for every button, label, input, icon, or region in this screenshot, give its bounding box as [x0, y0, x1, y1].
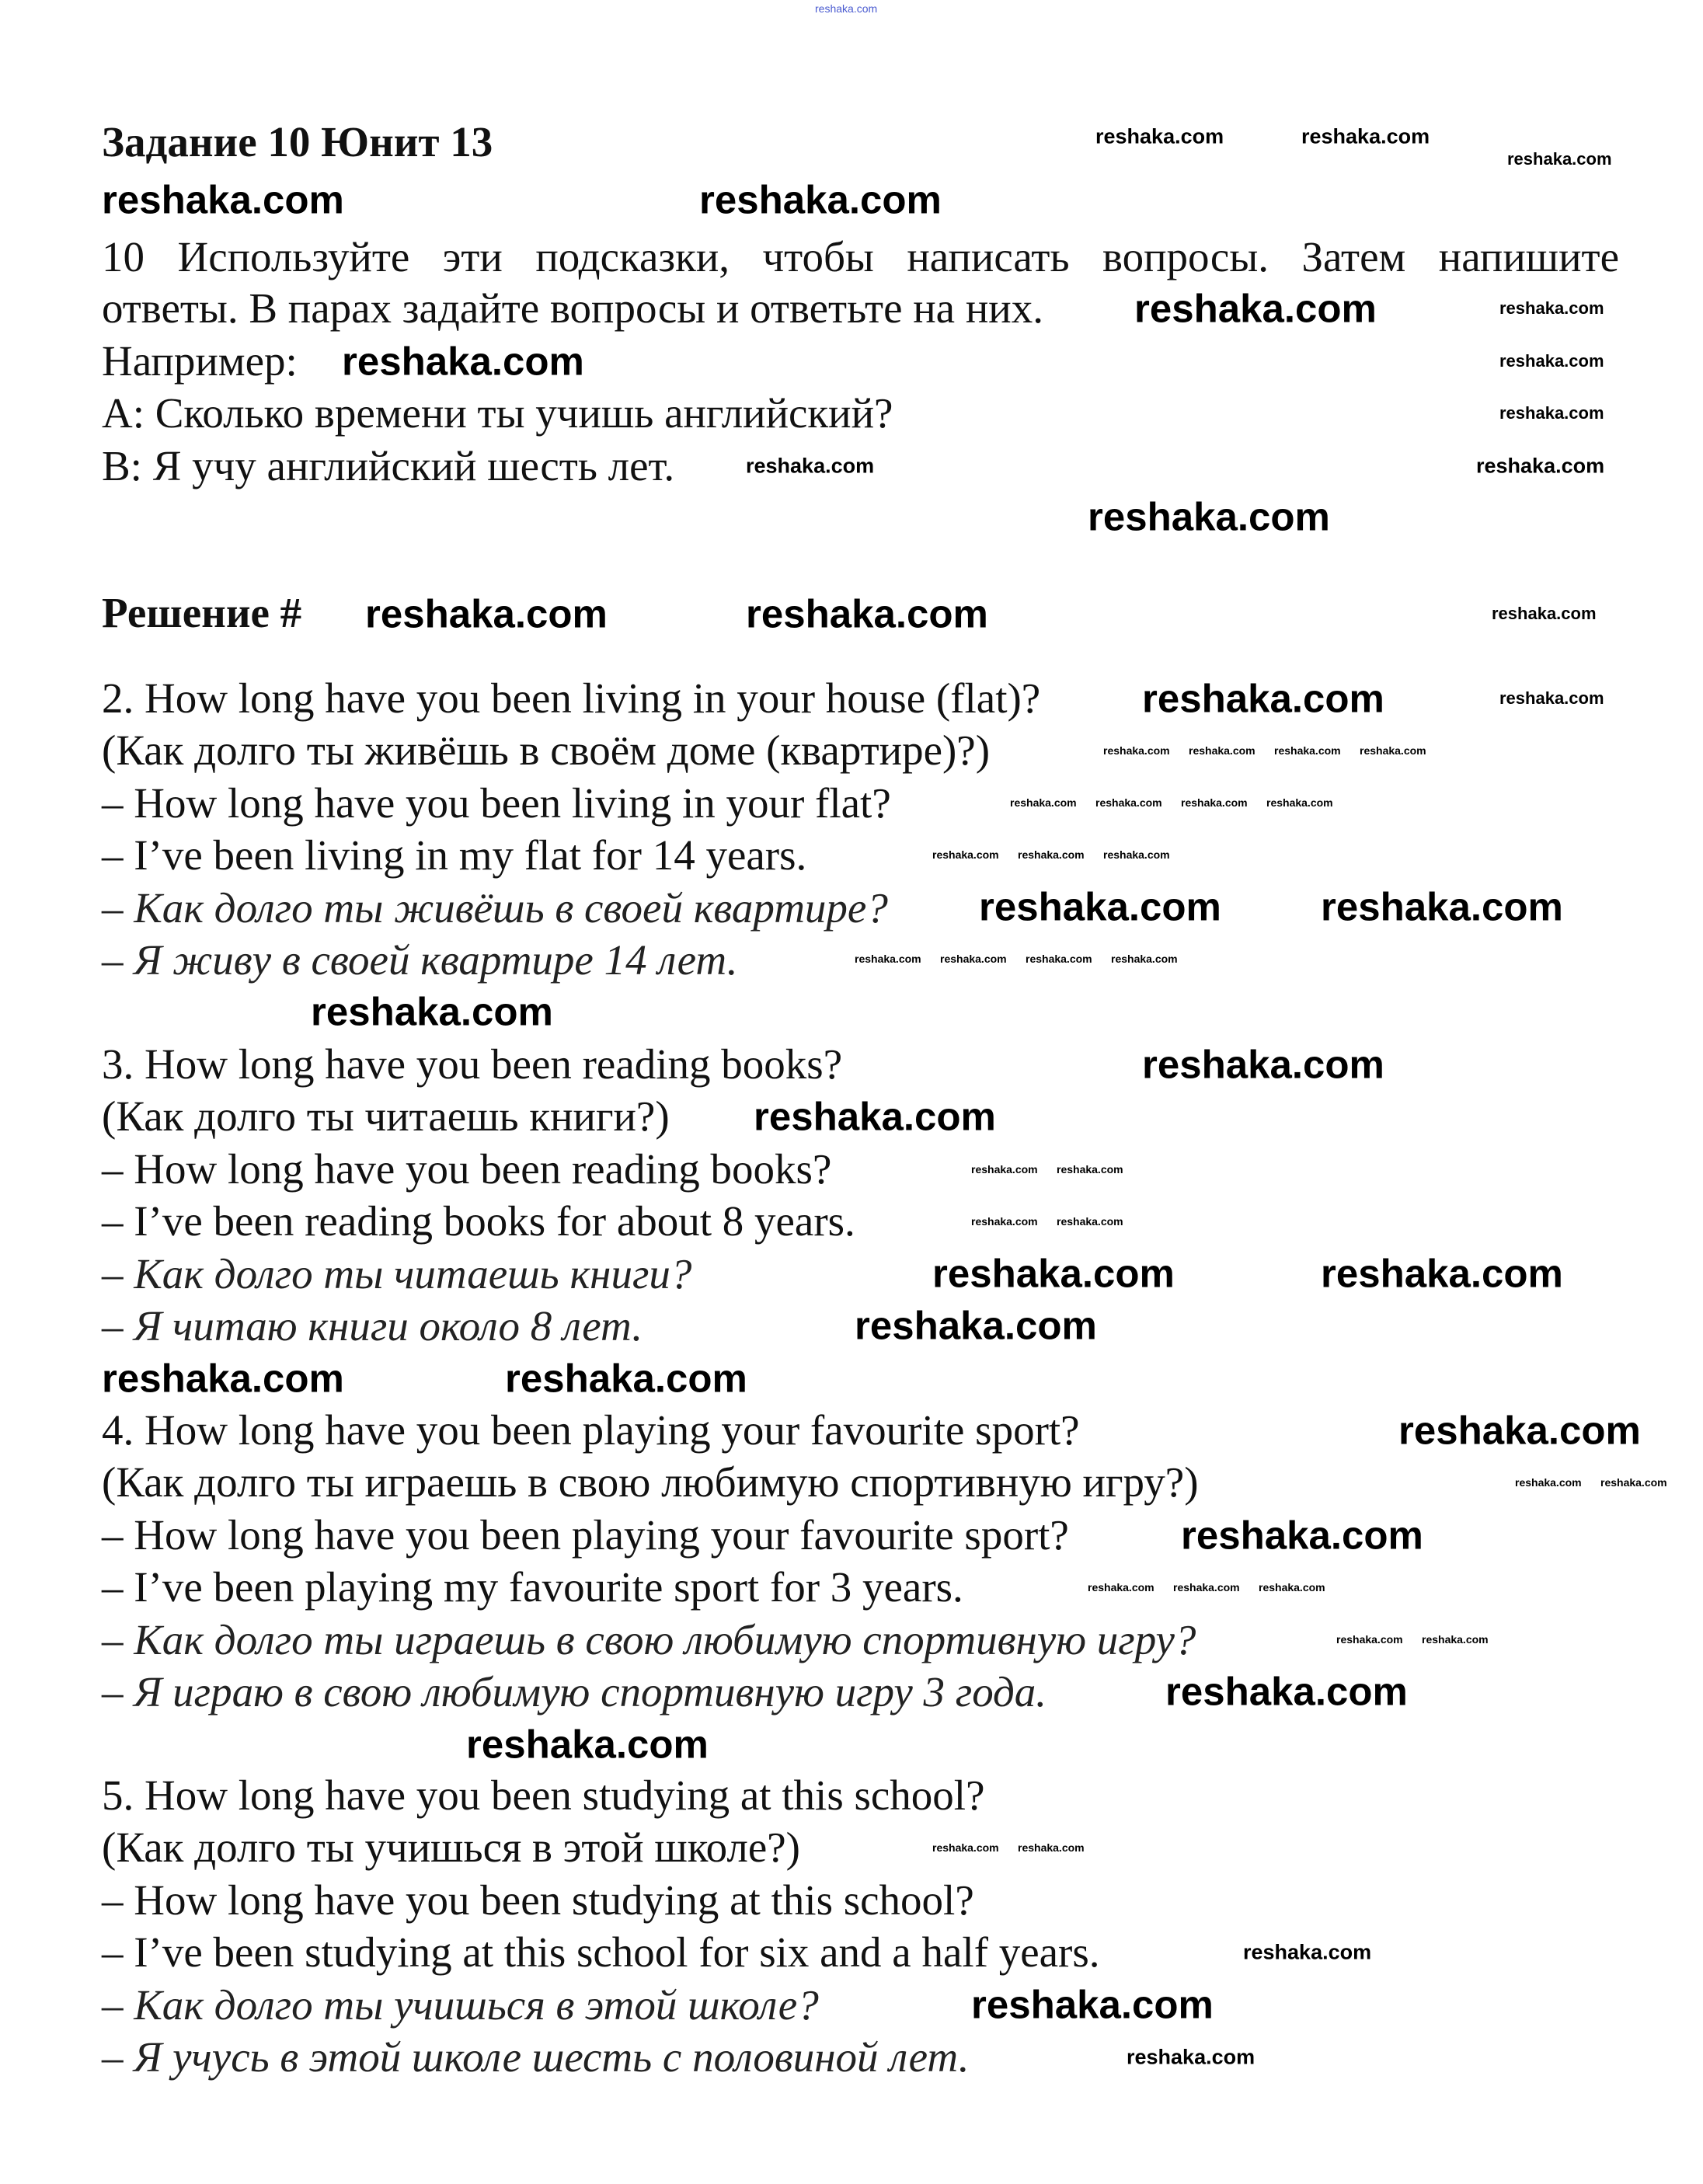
- watermark: reshaka.com: [1103, 848, 1170, 861]
- watermark: reshaka.com: [1173, 1581, 1240, 1594]
- answer-question: 3. How long have you been reading books?: [102, 1040, 843, 1088]
- dialogue-question: – How long have you been playing your favourite sport?: [102, 1510, 1069, 1559]
- watermark: reshaka.com: [746, 454, 875, 478]
- watermark: reshaka.com: [1476, 454, 1605, 478]
- answer-translation: (Как долго ты учишься в этой школе?): [102, 1823, 800, 1872]
- dialogue-question-ru: – Как долго ты учишься в этой школе?: [102, 1980, 819, 2029]
- dialogue-answer: – I’ve been reading books for about 8 years.: [102, 1197, 855, 1245]
- dialogue-question-ru: – Как долго ты играешь в свою любимую спортивную игру?: [102, 1615, 1196, 1663]
- watermark: reshaka.com: [1422, 1633, 1489, 1646]
- answer-question: 2. How long have you been living in your house (flat)?: [102, 674, 1041, 722]
- watermark: reshaka.com: [1321, 884, 1563, 929]
- watermark: reshaka.com: [466, 1722, 709, 1767]
- dialogue-answer: – I’ve been studying at this school for six and a half years.: [102, 1928, 1100, 1977]
- watermark: reshaka.com: [979, 884, 1221, 929]
- watermark: reshaka.com: [1026, 953, 1092, 965]
- example-answer: B: Я учу английский шесть лет.: [102, 442, 675, 489]
- solution-heading: Решение #: [102, 589, 302, 636]
- dialogue-answer-ru: – Я играю в свою любимую спортивную игру 3 года.: [102, 1668, 1047, 1716]
- watermark: reshaka.com: [1103, 744, 1170, 757]
- watermark: reshaka.com: [102, 1356, 344, 1401]
- watermark: reshaka.com: [1142, 676, 1384, 721]
- page-title: Задание 10 Юнит 13: [102, 118, 493, 165]
- answer-translation: (Как долго ты играешь в свою любимую спортивную игру?): [102, 1458, 1199, 1507]
- watermark: reshaka.com: [1189, 744, 1255, 757]
- watermark: reshaka.com: [1507, 149, 1612, 169]
- watermark: reshaka.com: [1134, 286, 1377, 331]
- watermark: reshaka.com: [1600, 1476, 1667, 1489]
- answer-translation: (Как долго ты живёшь в своём доме (квартире)?): [102, 726, 991, 775]
- watermark: reshaka.com: [1165, 1669, 1408, 1714]
- watermark: reshaka.com: [971, 1982, 1214, 2027]
- watermark: reshaka.com: [1301, 124, 1430, 148]
- watermark: reshaka.com: [971, 1215, 1038, 1228]
- watermark: reshaka.com: [311, 989, 553, 1034]
- watermark: reshaka.com: [1360, 744, 1426, 757]
- watermark: reshaka.com: [1095, 124, 1224, 148]
- watermark: reshaka.com: [1057, 1215, 1123, 1228]
- watermark: reshaka.com: [1499, 351, 1604, 371]
- watermark: reshaka.com: [1492, 604, 1597, 623]
- watermark: reshaka.com: [1018, 848, 1085, 861]
- watermark: reshaka.com: [365, 591, 608, 636]
- watermark: reshaka.com: [932, 1251, 1175, 1296]
- watermark: reshaka.com: [1142, 1042, 1384, 1087]
- answer-translation: (Как долго ты читаешь книги?): [102, 1092, 670, 1141]
- watermark: reshaka.com: [971, 1163, 1038, 1176]
- watermark: reshaka.com: [855, 953, 921, 965]
- watermark: reshaka.com: [1515, 1476, 1582, 1489]
- watermark: reshaka.com: [1499, 403, 1604, 423]
- watermark: reshaka.com: [1398, 1408, 1641, 1453]
- task-text-line-2: ответы. В парах задайте вопросы и ответьте на них.: [102, 284, 1043, 332]
- watermark: reshaka.com: [1088, 494, 1330, 539]
- watermark: reshaka.com: [1181, 1513, 1423, 1558]
- task-text-line-1: 10 Используйте эти подсказки, чтобы написать вопросы. Затем напишите: [102, 233, 1619, 280]
- watermark: reshaka.com: [1499, 298, 1604, 318]
- dialogue-answer-ru: – Я живу в своей квартире 14 лет.: [102, 936, 738, 984]
- dialogue-question-ru: – Как долго ты читаешь книги?: [102, 1249, 692, 1298]
- dialogue-question-ru: – Как долго ты живёшь в своей квартире?: [102, 883, 888, 932]
- watermark: reshaka.com: [815, 2, 878, 15]
- example-question: A: Сколько времени ты учишь английский?: [102, 389, 893, 437]
- watermark: reshaka.com: [1274, 744, 1341, 757]
- watermark: reshaka.com: [1336, 1633, 1403, 1646]
- dialogue-answer-ru: – Я учусь в этой школе шесть с половиной лет.: [102, 2033, 970, 2081]
- dialogue-question: – How long have you been living in your flat?: [102, 779, 891, 827]
- answer-question: 4. How long have you been playing your favourite sport?: [102, 1406, 1080, 1454]
- watermark: reshaka.com: [940, 953, 1007, 965]
- watermark: reshaka.com: [1057, 1163, 1123, 1176]
- watermark: reshaka.com: [1111, 953, 1178, 965]
- watermark: reshaka.com: [1127, 2045, 1255, 2069]
- watermark: reshaka.com: [1243, 1940, 1372, 1964]
- watermark: reshaka.com: [1088, 1581, 1154, 1594]
- watermark: reshaka.com: [746, 591, 988, 636]
- watermark: reshaka.com: [1259, 1581, 1325, 1594]
- dialogue-question: – How long have you been studying at this school?: [102, 1876, 974, 1924]
- watermark: reshaka.com: [855, 1303, 1097, 1348]
- watermark: reshaka.com: [932, 848, 999, 861]
- dialogue-answer-ru: – Я читаю книги около 8 лет.: [102, 1302, 643, 1350]
- watermark: reshaka.com: [932, 1841, 999, 1854]
- dialogue-question: – How long have you been reading books?: [102, 1144, 832, 1193]
- watermark: reshaka.com: [102, 177, 344, 222]
- answer-question: 5. How long have you been studying at this school?: [102, 1771, 985, 1819]
- watermark: reshaka.com: [1321, 1251, 1563, 1296]
- watermark: reshaka.com: [1018, 1841, 1085, 1854]
- watermark: reshaka.com: [1181, 796, 1248, 809]
- example-label: Например:: [102, 337, 298, 385]
- watermark: reshaka.com: [342, 339, 584, 384]
- watermark: reshaka.com: [1095, 796, 1162, 809]
- watermark: reshaka.com: [754, 1094, 996, 1139]
- watermark: reshaka.com: [505, 1356, 747, 1401]
- watermark: reshaka.com: [1499, 688, 1604, 708]
- dialogue-answer: – I’ve been living in my flat for 14 years.: [102, 831, 807, 880]
- dialogue-answer: – I’ve been playing my favourite sport for 3 years.: [102, 1563, 963, 1611]
- watermark: reshaka.com: [1010, 796, 1077, 809]
- watermark: reshaka.com: [699, 177, 942, 222]
- watermark: reshaka.com: [1266, 796, 1333, 809]
